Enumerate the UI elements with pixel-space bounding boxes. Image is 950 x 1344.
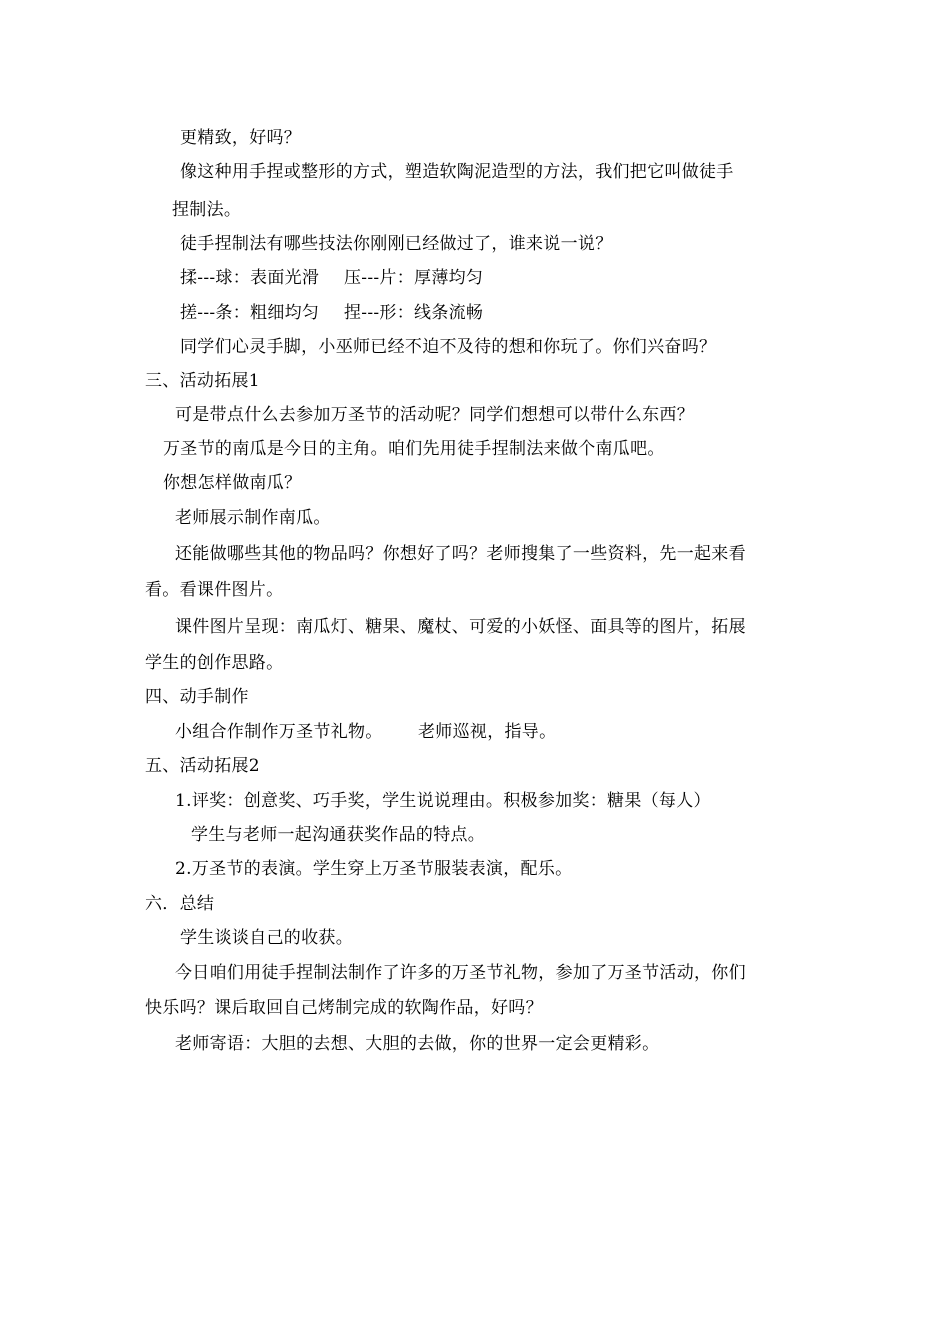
text-line: 压---片：厚薄均匀 <box>344 268 484 288</box>
text-line: 你想怎样做南瓜？ <box>163 473 302 493</box>
text-line: 揉---球：表面光滑 <box>180 268 320 288</box>
section-heading: 五、活动拓展2 <box>145 756 260 776</box>
text-line: 学生的创作思路。 <box>145 653 284 673</box>
section-heading: 三、活动拓展1 <box>145 371 260 391</box>
text-line: 像这种用手捏或整形的方式，塑造软陶泥造型的方法，我们把它叫做徒手 <box>180 162 734 182</box>
text-line: 可是带点什么去参加万圣节的活动呢？同学们想想可以带什么东西？ <box>175 405 694 425</box>
section-heading: 四、动手制作 <box>145 687 249 707</box>
text-line: 今日咱们用徒手捏制法制作了许多的万圣节礼物，参加了万圣节活动，你们 <box>175 963 746 983</box>
text-line: 看。看课件图片。 <box>145 580 284 600</box>
text-line: 学生与老师一起沟通获奖作品的特点。 <box>191 825 486 845</box>
text-line: 老师巡视，指导。 <box>418 722 557 742</box>
text-line: 同学们心灵手脚，小巫师已经不迫不及待的想和你玩了。你们兴奋吗？ <box>180 337 717 357</box>
text-line: 捏---形：线条流畅 <box>344 303 484 323</box>
text-line: 徒手捏制法有哪些技法你刚刚已经做过了，谁来说一说？ <box>180 234 613 254</box>
text-line: 捏制法。 <box>172 200 242 220</box>
text-line: 还能做哪些其他的物品吗？你想好了吗？老师搜集了一些资料，先一起来看 <box>175 544 746 564</box>
text-line: 更精致，好吗？ <box>180 128 302 148</box>
text-line: 2.万圣节的表演。学生穿上万圣节服装表演，配乐。 <box>175 859 573 879</box>
text-line: 老师寄语：大胆的去想、大胆的去做，你的世界一定会更精彩。 <box>175 1034 660 1054</box>
section-heading: 六．总结 <box>145 894 215 914</box>
text-line: 快乐吗？课后取回自己烤制完成的软陶作品，好吗？ <box>145 998 543 1018</box>
text-line: 学生谈谈自己的收获。 <box>180 928 353 948</box>
text-line: 课件图片呈现：南瓜灯、糖果、魔杖、可爱的小妖怪、面具等的图片，拓展 <box>175 617 746 637</box>
text-line: 搓---条：粗细均匀 <box>180 303 320 323</box>
text-line: 1.评奖：创意奖、巧手奖，学生说说理由。积极参加奖：糖果（每人） <box>175 791 711 811</box>
text-line: 老师展示制作南瓜。 <box>175 508 331 528</box>
text-line: 万圣节的南瓜是今日的主角。咱们先用徒手捏制法来做个南瓜吧。 <box>163 439 665 459</box>
text-line: 小组合作制作万圣节礼物。 <box>175 722 383 742</box>
